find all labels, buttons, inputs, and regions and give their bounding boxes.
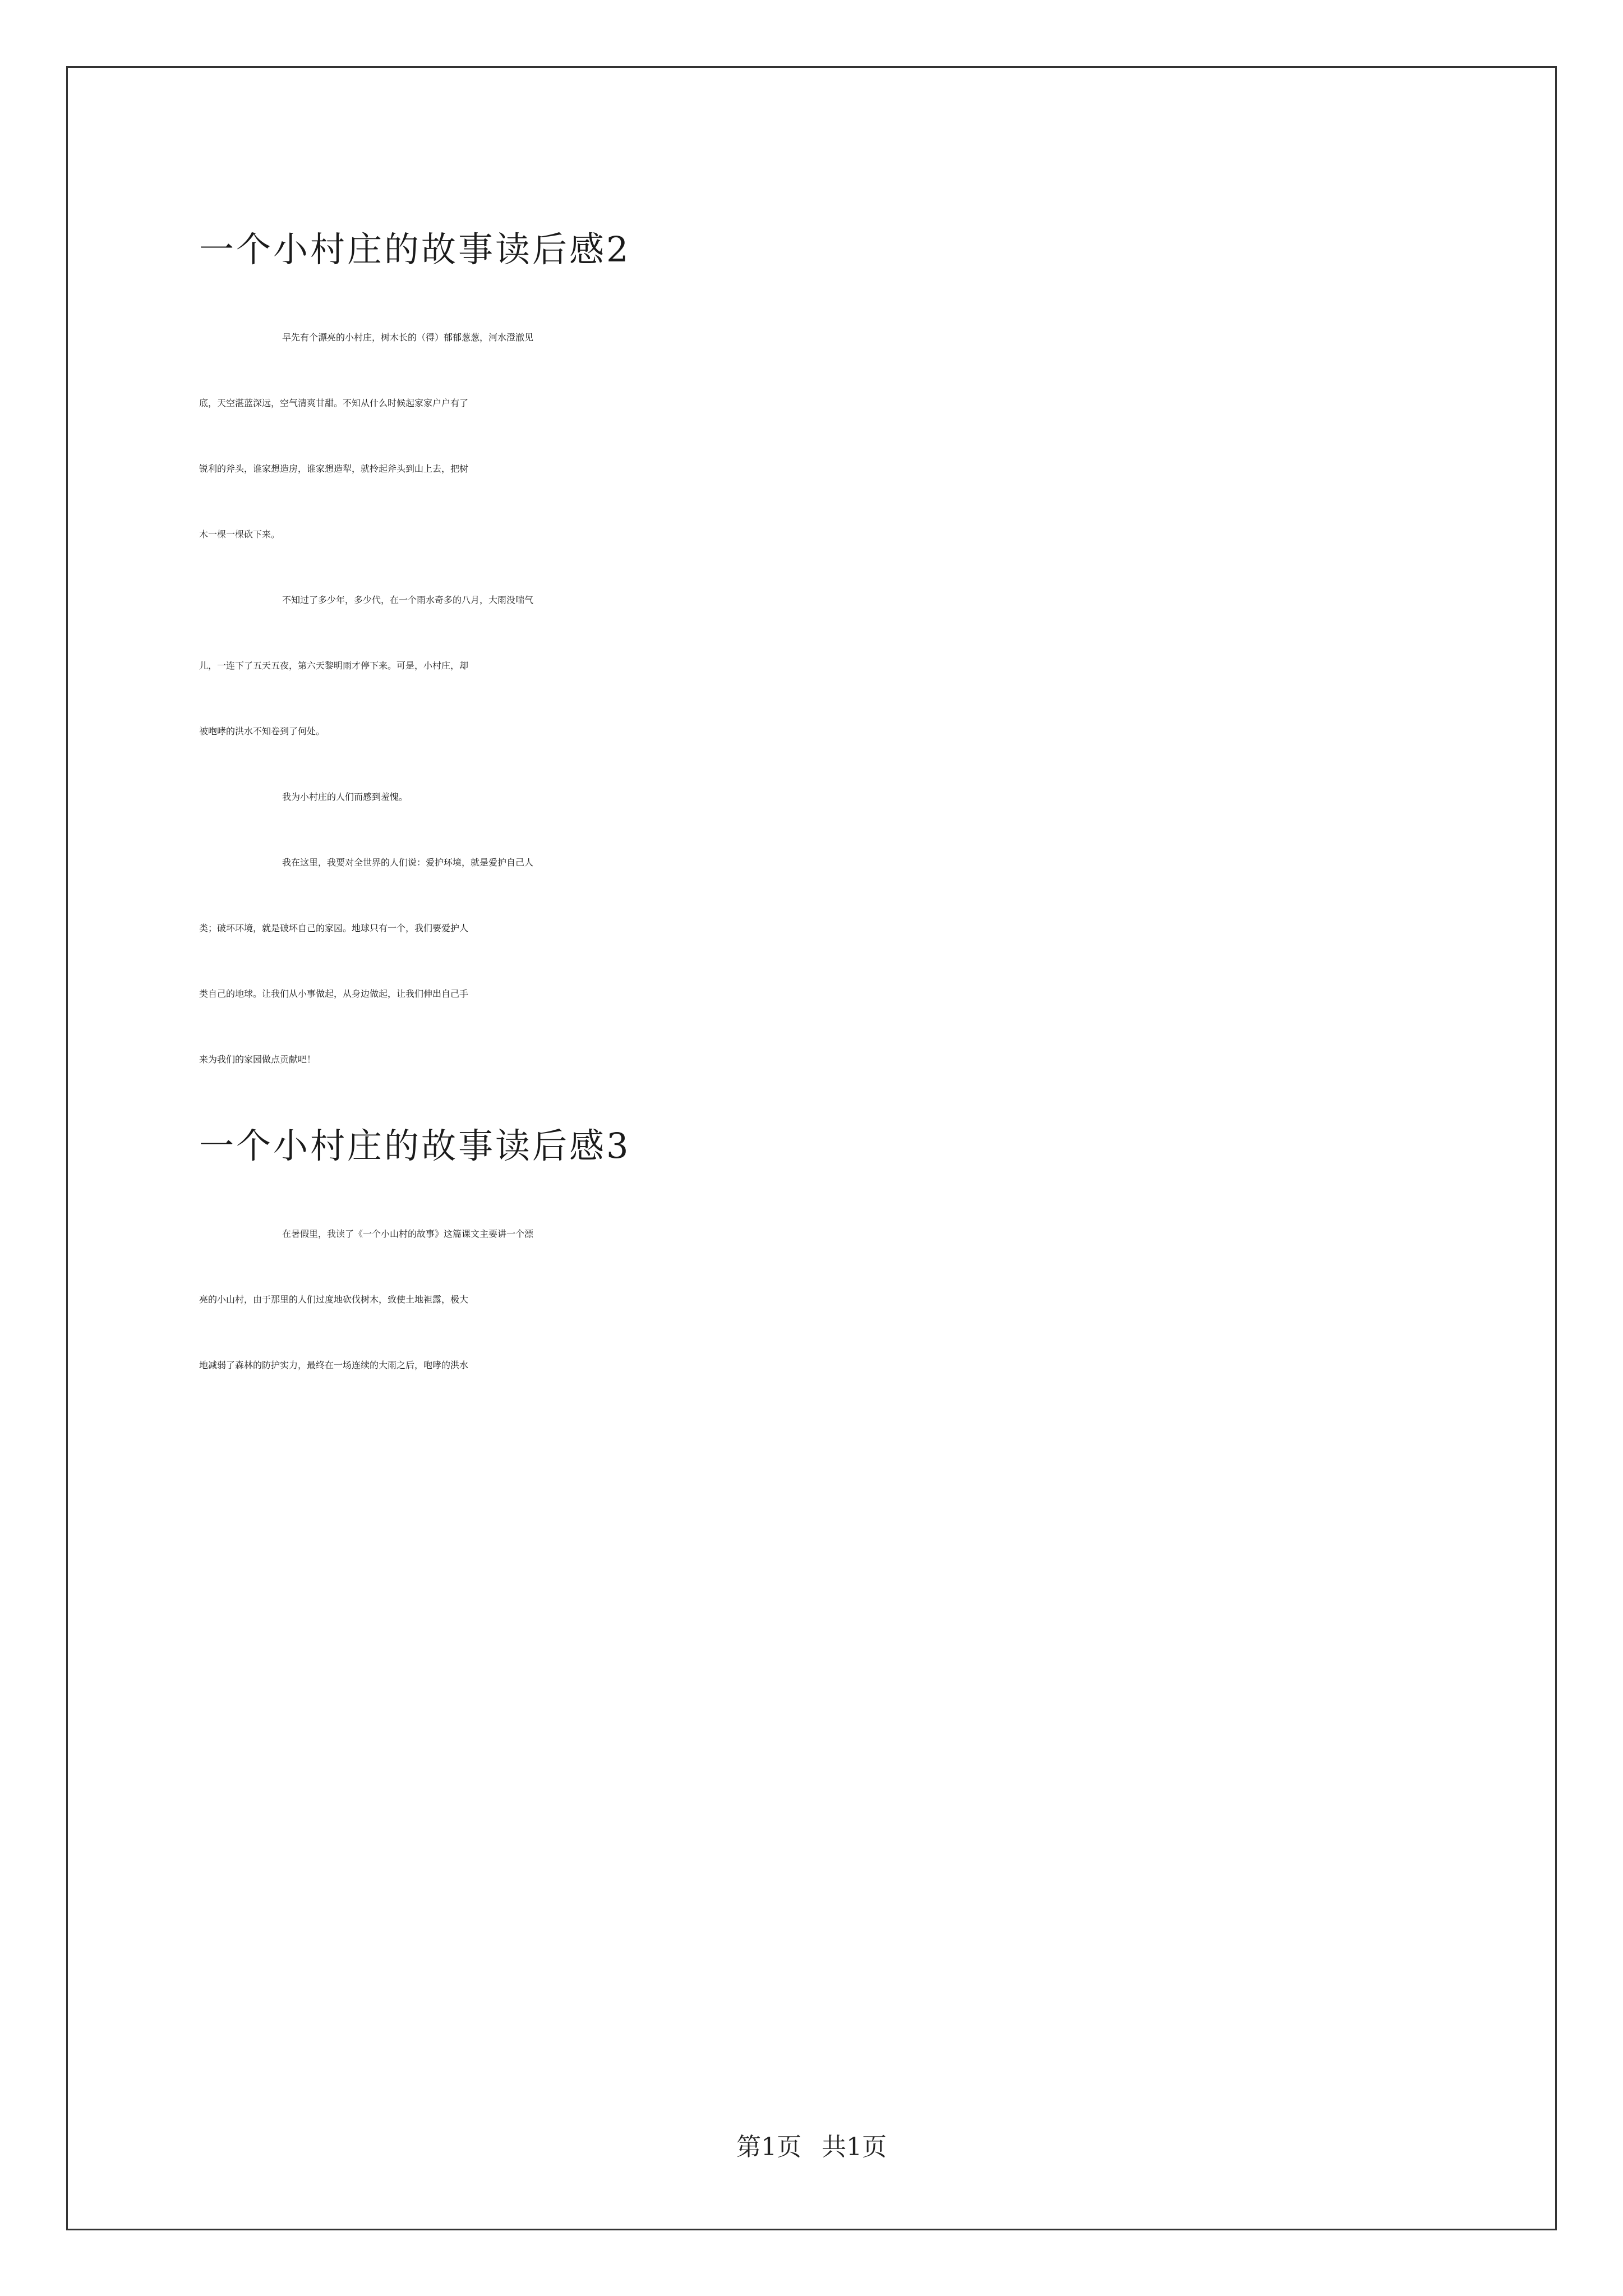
page-number: 第1页 [736, 2133, 801, 2161]
paragraph-line: 儿，一连下了五天五夜，第六天黎明雨才停下来。可是，小村庄，却 [199, 660, 469, 671]
paragraph-line: 类；破坏环境，就是破坏自己的家园。地球只有一个，我们要爱护人 [199, 923, 469, 933]
paragraph [199, 330, 1427, 540]
paragraph-line: 底，天空湛蓝深远，空气清爽甘甜。不知从什么时候起家家户户有了 [199, 398, 469, 408]
paragraph [199, 593, 1427, 737]
document-body [199, 222, 1427, 1371]
paragraph-line: 类自己的地球。让我们从小事做起，从身边做起，让我们伸出自己手 [199, 988, 469, 999]
paragraph [199, 1227, 1427, 1371]
paragraph-line: 锐利的斧头，谁家想造房，谁家想造犁，就拎起斧头到山上去，把树 [199, 463, 469, 474]
paragraph-line: 木一棵一棵砍下来。 [199, 529, 280, 540]
page-footer [0, 2132, 1623, 2163]
section-title: 一个小村庄的故事读后感2 [199, 229, 631, 270]
section-title: 一个小村庄的故事读后感3 [199, 1125, 631, 1166]
paragraph-line: 地减弱了森林的防护实力，最终在一场连续的大雨之后，咆哮的洪水 [199, 1360, 469, 1370]
paragraph [199, 855, 1427, 1065]
paragraph-line: 我在这里，我要对全世界的人们说：爱护环境，就是爱护自己人 [282, 857, 534, 868]
paragraph-line: 来为我们的家园做点贡献吧！ [199, 1054, 316, 1065]
paragraph-line: 在暑假里，我读了《一个小山村的故事》这篇课文主要讲一个漂 [282, 1228, 534, 1239]
paragraph-line: 不知过了多少年，多少代，在一个雨水奇多的八月，大雨没喘气 [282, 595, 534, 605]
page-total: 共1页 [822, 2133, 887, 2161]
paragraph-line: 亮的小山村，由于那里的人们过度地砍伐树木，致使土地袒露，极大 [199, 1294, 469, 1305]
paragraph-line: 我为小村庄的人们而感到羞愧。 [282, 792, 408, 802]
paragraph [199, 790, 1427, 803]
paragraph-line: 被咆哮的洪水不知卷到了何处。 [199, 726, 325, 737]
paragraph-line: 早先有个漂亮的小村庄，树木长的（得）郁郁葱葱，河水澄澈见 [282, 332, 534, 343]
